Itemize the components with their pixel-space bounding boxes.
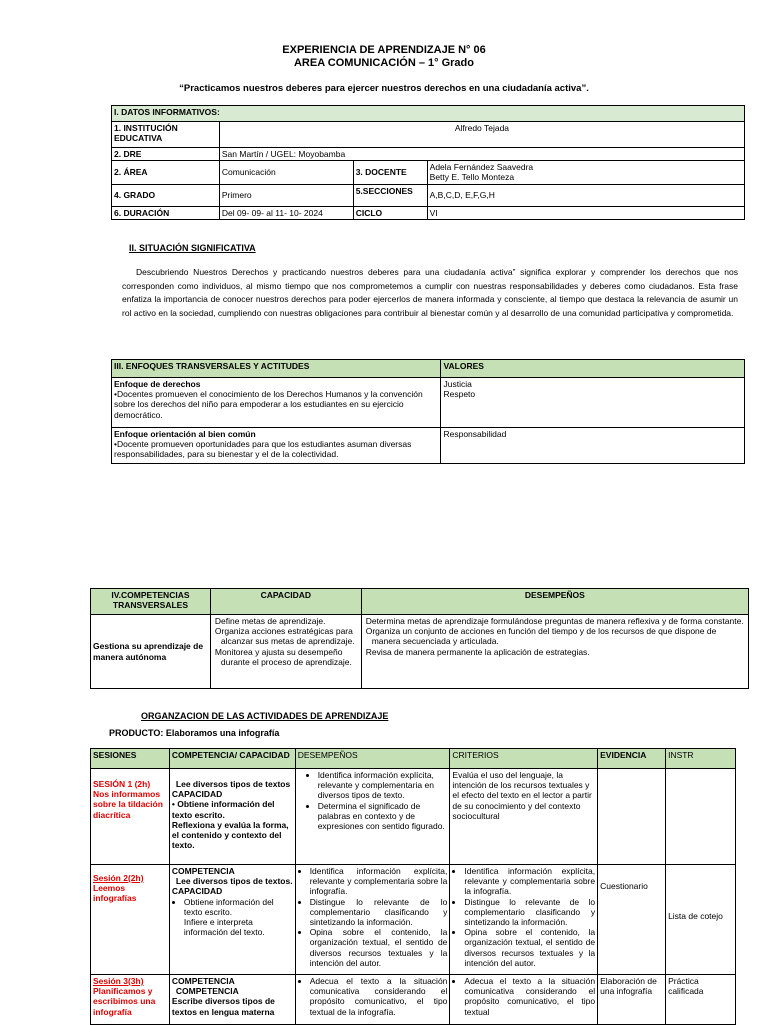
capacidades-cell — [210, 615, 361, 689]
dre-label: 2. DRE — [112, 148, 220, 161]
grado-label: 4. GRADO — [112, 184, 220, 206]
competencias-col3: DESEMPEÑOS — [361, 589, 748, 615]
duracion-value: Del 09- 09- al 11- 10- 2024 — [219, 206, 353, 219]
document-subtitle: AREA COMUNICACIÓN – 1° Grado — [293, 57, 474, 69]
situacion-text: Descubriendo Nuestros Derechos y practicando nuestros deberes para una ciudadanía activa” significa explorar y comprender los derechos que nos corresponden como individuos, al mismo tiempo que nos comprometemos a cumplir con nuestras responsabilidades y deberes como ciudadanos. Esta frase enfatiza la importancia de conocer nuestros derechos para poder ejercerlos de manera informada y consciente, al tiempo que destaca la relevancia de asumir un rol activo en la sociedad, cumpliendo con nuestras obligaciones para contribuir al bienestar común y al desarrollo de una comunidad participativa y comprometida. — [122, 267, 738, 318]
sesion-3 — [91, 975, 170, 1025]
sesion-1 — [91, 769, 170, 865]
sesion-1-competencia — [169, 769, 295, 865]
sesion-1-cap1: • Obtiene información del texto escrito. — [171, 799, 275, 820]
desempeno-item: Determina metas de aprendizaje formulándose preguntas de manera reflexiva y de forma constante. — [365, 616, 744, 626]
enfoque-bien-comun-title: Enfoque orientación al bien común — [114, 429, 256, 439]
sesion-2-comp-label: COMPETENCIA — [171, 866, 235, 876]
docente-name-1: Adela Fernández Saavedra — [429, 162, 534, 173]
competencias-col2: CAPACIDAD — [210, 589, 361, 615]
sesion-3-des1: • Adecua el texto a la situación comunicativa considerando el propósito comunicativo, el tipo textual de la infografía. — [310, 976, 448, 1017]
valor-responsabilidad: Responsabilidad — [441, 428, 745, 464]
enfoque-bien-comun — [112, 428, 441, 464]
capacidad-item: Define metas de aprendizaje. — [214, 616, 326, 626]
sesion-2-cap2: Infiere e interpreta información del texto. — [183, 916, 265, 938]
organizacion-heading: ORGANZACION DE LAS ACTIVIDADES DE APRENDIZAJE — [141, 711, 389, 721]
competencias-table — [90, 588, 749, 689]
competencias-col1: IV.COMPETENCIAS TRANSVERSALES — [91, 589, 211, 615]
col-instr: INSTR — [666, 749, 736, 769]
sesion-1-cap-label: CAPACIDAD — [171, 789, 223, 800]
ciclo-value: VI — [427, 206, 744, 219]
sesion-1-title: Nos informamos sobre la tildación diacrítica — [93, 789, 163, 820]
sesion-2-crit2: • Distingue lo relevante de lo complementario clasificando y sintetizando la información. — [464, 897, 595, 928]
col-competencia: COMPETENCIA/ CAPACIDAD — [169, 749, 295, 769]
sesion-2-label: Sesión 2(2h) — [93, 873, 144, 883]
datos-heading: I. DATOS INFORMATIVOS: — [112, 106, 745, 122]
sesion-2-title: Leemos infografías — [93, 883, 137, 904]
sesion-2-competencia — [169, 865, 295, 975]
enfoques-col1: III. ENFOQUES TRANSVERSALES Y ACTITUDES — [112, 360, 441, 378]
institucion-value: Alfredo Tejada — [219, 122, 744, 148]
enfoque-bien-comun-text: •Docente promueven oportunidades para que los estudiantes asuman diversas responsabilidades, para su bienestar y el de la colectividad. — [114, 439, 412, 460]
sesion-2-des1: • Identifica información explícita, relevante y complementaria sobre la infografía. — [310, 866, 448, 897]
col-sesiones: SESIONES — [91, 749, 170, 769]
docente-label: 3. DOCENTE — [353, 161, 427, 184]
valor-respeto: Respeto — [443, 389, 476, 400]
col-criterios: CRITERIOS — [450, 749, 598, 769]
enfoques-col2: VALORES — [441, 360, 745, 378]
capacidad-item: Monitorea y ajusta su desempeño durante el proceso de aprendizaje. — [214, 646, 352, 667]
col-desempenos: DESEMPEÑOS — [295, 749, 450, 769]
sesion-1-evidencia — [598, 769, 666, 865]
institucion-label: 1. INSTITUCIÓN EDUCATIVA — [112, 122, 220, 148]
sesion-3-crit1: • Adecua el texto a la situación comunicativa considerando el propósito comunicativo, el tipo textual — [464, 976, 595, 1017]
sesion-2-crit3: • Opina sobre el contenido, la organización textual, el sentido de diversos recursos textuales y la intención del autor. — [464, 927, 595, 968]
area-label: 2. ÁREA — [112, 161, 220, 184]
producto-label: PRODUCTO: Elaboramos una infografía — [109, 728, 280, 738]
sesion-2-desempenos — [295, 865, 450, 975]
desempenos-cell — [361, 615, 748, 689]
sesion-2-crit1: • Identifica información explícita, relevante y complementaria sobre la infografía. — [464, 866, 595, 897]
docente-name-2: Betty E. Tello Monteza — [429, 172, 515, 183]
sesion-3-comp-label2: COMPETENCIA — [175, 986, 239, 997]
enfoque-derechos-valores — [441, 378, 745, 428]
datos-table — [111, 105, 745, 220]
ciclo-label: CICLO — [353, 206, 427, 219]
enfoques-table — [111, 359, 745, 464]
sesion-3-evidencia: Elaboración de una infografía — [598, 975, 666, 1025]
situacion-heading: II. SITUACIÓN SIGNIFICATIVA — [129, 243, 256, 253]
dre-value: San Martín / UGEL: Moyobamba — [219, 148, 744, 161]
sesion-1-comp: Lee diversos tipos de textos — [175, 779, 291, 789]
competencia-gestiona: Gestiona su aprendizaje de manera autónoma — [91, 615, 211, 689]
secciones-value: A,B,C,D, E,F,G,H — [427, 184, 744, 206]
sesion-2-des2: • Distingue lo relevante de lo complementario clasificando y sintetizando la información. — [310, 897, 448, 928]
enfoque-derechos-text: •Docentes promueven el conocimiento de los Derechos Humanos y la convención sobre los derechos del niño para empoderar a los estudiantes en su ejercicio democrático. — [114, 389, 423, 420]
sesion-1-label: SESIÓN 1 (2h) — [93, 779, 151, 789]
sesion-2-cap-label: CAPACIDAD — [171, 886, 223, 897]
sesion-3-title: Planificamos y escribimos una infografía — [93, 986, 156, 1017]
sesion-3-criterios — [450, 975, 598, 1025]
col-evidencia: EVIDENCIA — [598, 749, 666, 769]
sesion-3-comp: Escribe diversos tipos de textos en lengua materna — [171, 996, 275, 1017]
area-value: Comunicación — [219, 161, 353, 184]
document-title: EXPERIENCIA DE APRENDIZAJE N° 06 — [282, 44, 486, 56]
capacidad-item: Organiza acciones estratégicas para alcanzar sus metas de aprendizaje. — [214, 626, 355, 647]
enfoque-derechos-title: Enfoque de derechos — [114, 379, 201, 389]
duracion-label: 6. DURACIÓN — [112, 206, 220, 219]
sesion-1-cap2: Reflexiona y evalúa la forma, el contenido y contexto del texto. — [171, 819, 289, 851]
desempeno-item: Revisa de manera permanente la aplicación de estrategias. — [365, 646, 590, 657]
sesion-3-desempenos — [295, 975, 450, 1025]
sesion-3-instr: Práctica calificada — [666, 975, 736, 1025]
sesion-2-evidencia: Cuestionario — [598, 865, 666, 975]
sesion-1-des2: • Determina el significado de palabras en contexto y de expresiones con sentido figurado. — [318, 801, 448, 832]
sesion-3-label: Sesión 3(3h) — [93, 976, 144, 986]
sesion-2 — [91, 865, 170, 975]
enfoque-derechos — [112, 378, 441, 428]
grado-value: Primero — [219, 184, 353, 206]
sesion-1-desempenos — [295, 769, 450, 865]
sesion-2-des3: • Opina sobre el contenido, la organización textual, el sentido de diversos recursos textuales y la intención del autor. — [310, 927, 448, 968]
document-motto: “Practicamos nuestros deberes para ejercer nuestros derechos en una ciudadanía activa”. — [179, 83, 589, 94]
sesion-2-instr: Lista de cotejo — [666, 865, 736, 975]
sesion-3-comp-label: COMPETENCIA — [171, 976, 235, 986]
secciones-label: 5.SECCIONES — [353, 184, 427, 206]
desempeno-item: Organiza un conjunto de acciones en función del tiempo y de los recursos de que dispone de manera secuenciada y articulada. — [365, 626, 717, 647]
valor-justicia: Justicia — [443, 379, 472, 389]
sesiones-table — [90, 748, 736, 1025]
sesion-3-competencia — [169, 975, 295, 1025]
sesion-2-criterios — [450, 865, 598, 975]
sesion-2-cap1: • Obtiene información del texto escrito. — [184, 897, 293, 917]
sesion-1-instr — [666, 769, 736, 865]
sesion-1-des1: • Identifica información explícita, relevante y complementaria en diversos tipos de texto. — [318, 770, 448, 801]
sesion-1-criterios: Evalúa el uso del lenguaje, la intención de los recursos textuales y el efecto del texto en el lector a partir de su conocimiento y del contexto sociocultural — [450, 769, 598, 865]
sesion-2-comp: Lee diversos tipos de textos. — [175, 876, 293, 887]
docente-value — [427, 161, 744, 184]
